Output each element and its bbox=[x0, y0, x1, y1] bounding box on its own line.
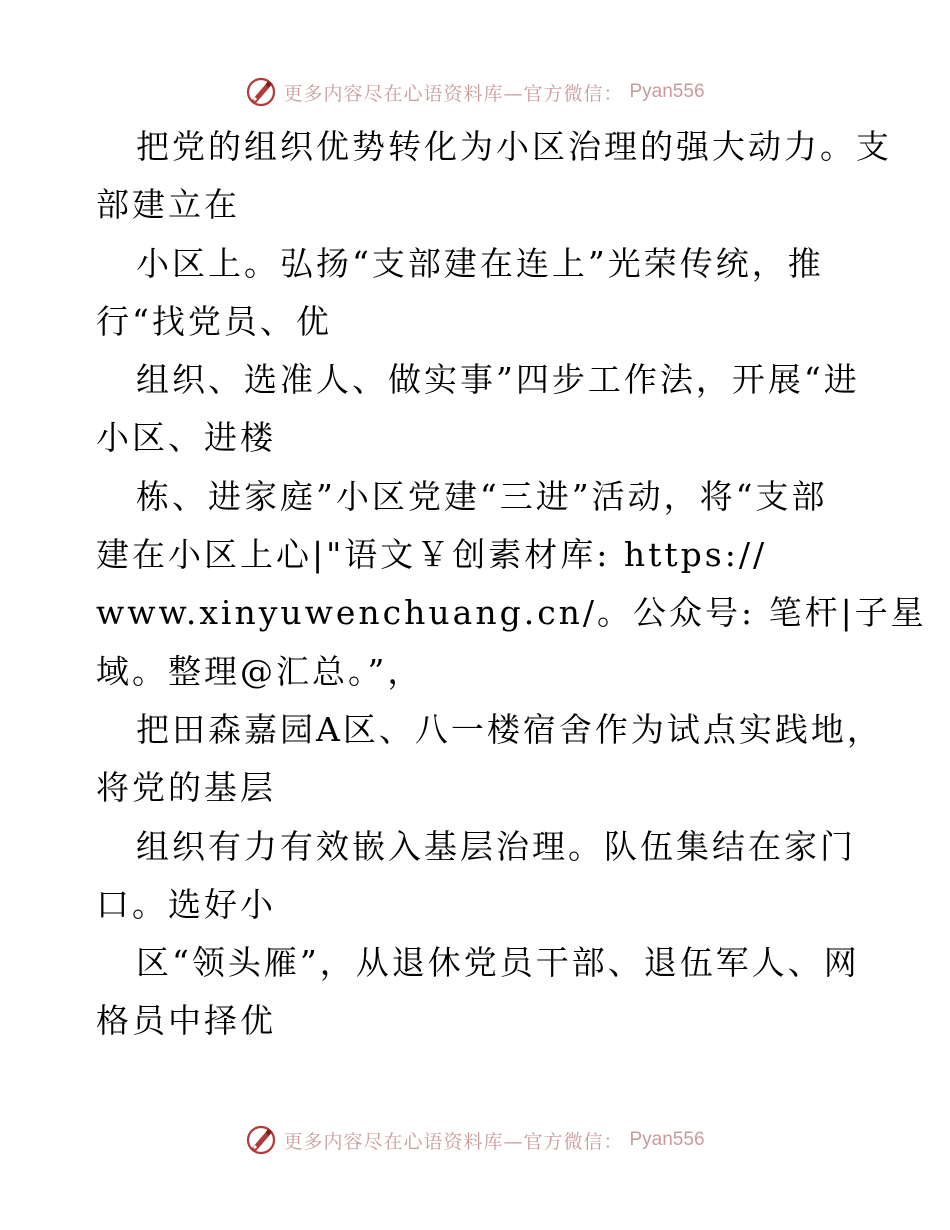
watermark-wechat-id: Pyan556 bbox=[629, 81, 705, 102]
text-line: 把党的组织优势转化为小区治理的强大动力。支 bbox=[136, 127, 892, 166]
text-line: www.xinyuwenchuang.cn/。公众号: 笔杆|子星 bbox=[96, 593, 927, 633]
pen-logo-icon bbox=[245, 76, 277, 108]
text-line: 把田森嘉园A区、八一楼宿舍作为试点实践地， bbox=[136, 709, 883, 749]
text-line: 将党的基层 bbox=[96, 768, 276, 808]
text-line: 小区、进楼 bbox=[96, 418, 276, 458]
header-watermark bbox=[0, 72, 950, 112]
text-line: 行“找党员、优 bbox=[96, 301, 332, 341]
text-line: 口。选好小 bbox=[96, 884, 276, 924]
text-line: 小区上。弘扬“支部建在连上”光荣传统，推 bbox=[136, 243, 824, 283]
text-line: 组织、选准人、做实事”四步工作法，开展“进 bbox=[136, 360, 860, 400]
pen-logo-icon bbox=[245, 1124, 277, 1156]
watermark-text: 更多内容尽在心语资料库—官方微信： bbox=[283, 1130, 624, 1153]
text-line: 建在小区上心|"语文￥创素材库: https:// bbox=[96, 535, 768, 575]
document-body bbox=[96, 118, 927, 1051]
text-line: 区“领头雁”，从退休党员干部、退伍军人、网 bbox=[136, 943, 860, 983]
watermark-text: 更多内容尽在心语资料库—官方微信： bbox=[283, 82, 624, 105]
footer-watermark bbox=[0, 1120, 950, 1160]
watermark-wechat-id: Pyan556 bbox=[629, 1129, 705, 1150]
text-line: 栋、进家庭”小区党建“三进”活动，将“支部 bbox=[136, 476, 828, 516]
text-line: 组织有力有效嵌入基层治理。队伍集结在家门 bbox=[136, 826, 856, 866]
text-line: 格员中择优 bbox=[96, 1001, 276, 1041]
text-line: 域。整理@汇总。”， bbox=[96, 651, 424, 691]
text-line: 部建立在 bbox=[96, 185, 240, 225]
